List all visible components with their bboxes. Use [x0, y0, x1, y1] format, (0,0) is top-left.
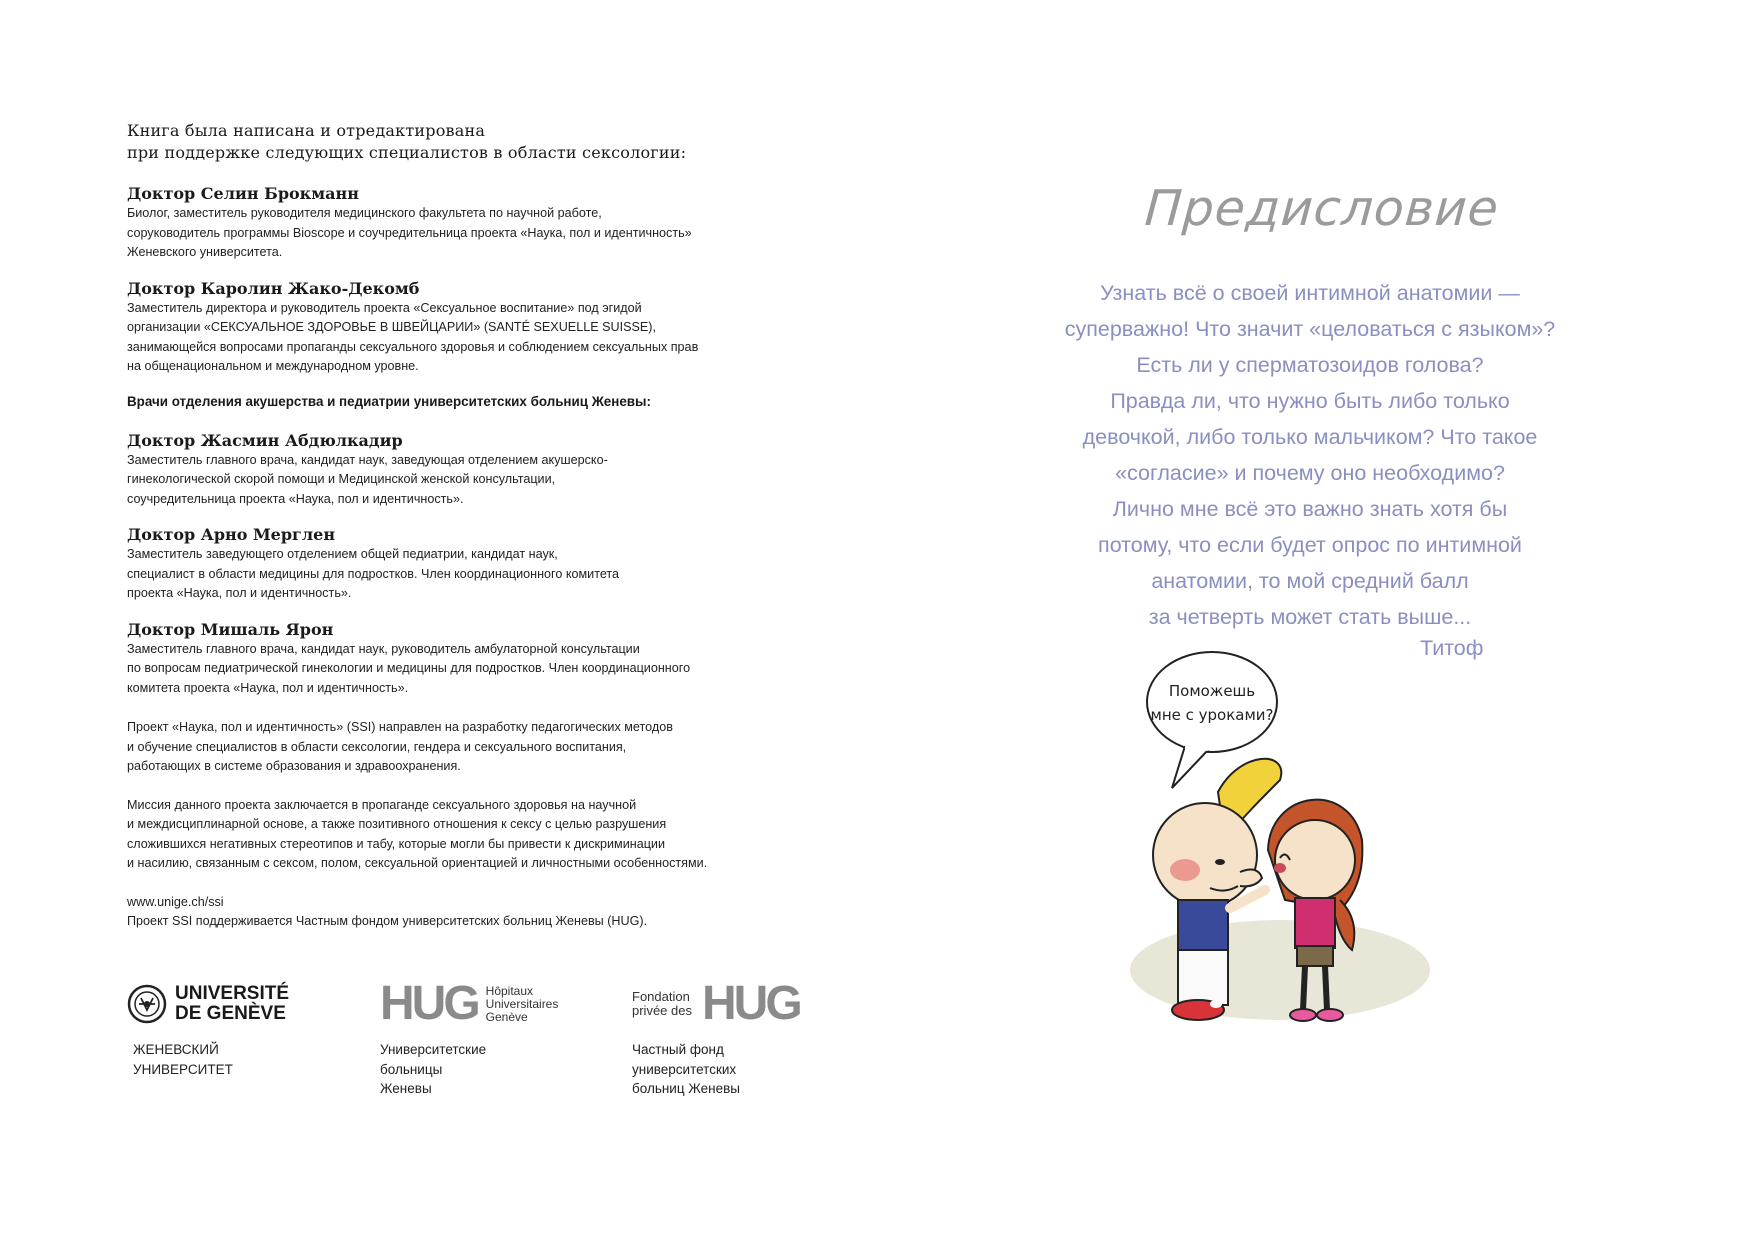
project-url[interactable]: www.unige.ch/ssi	[127, 894, 224, 909]
specialist-description: Заместитель директора и руководитель проекта «Сексуальное воспитание» под эгидой организации «СЕКСУАЛЬНОЕ ЗДОРОВЬЕ В ШВЕЙЦАРИИ» (SANTÉ SEXUELLE SUISSE), занимающейся вопросами пропаганды сексуального здоровья и соблюдением сексуальных прав на общенациональном и международном уровне.	[127, 300, 699, 373]
fondation-caption: Частный фонд университетских больниц Женевы	[632, 1042, 740, 1096]
speech-line-1: Поможешь	[1168, 682, 1256, 700]
foreword-signature: Титоф	[1420, 636, 1484, 660]
doctor-description: Заместитель заведующего отделением общей педиатрии, кандидат наук, специалист в области медицины для подростков. Член координационного комитета проекта «Наука, пол и идентичность».	[127, 547, 620, 600]
specialist-name: Доктор Селин Брокманн	[127, 184, 359, 203]
project-paragraph: Проект «Наука, пол и идентичность» (SSI) направлен на разработку педагогических методов и обучение специалистов в области сексологии, гендера и сексуального воспитания, работающих в системе образования и здравоохранения.	[127, 720, 673, 773]
cartoon-illustration	[1090, 650, 1450, 1070]
doctor-description: Заместитель главного врача, кандидат наук, руководитель амбулаторной консультации по вопросам педиатрической гинекологии и медицины для подростков. Член координационного комитета проекта «Наука, пол и идентичность».	[127, 641, 691, 695]
doctor-name: Доктор Мишаль Ярон	[127, 619, 334, 639]
specialist-name: Доктор Каролин Жако-Декомб	[127, 278, 420, 298]
hug-mark: HUG	[380, 977, 478, 1030]
specialist-block	[127, 279, 817, 377]
foreword-title: Предисловие	[1143, 180, 1501, 237]
hug-logo-block	[380, 978, 558, 1099]
foreword-text: Узнать всё о своей интимной анатомии — суперважно! Что значит «целоваться с языком»? Есть ли у сперматозоидов голова? Правда ли, что нужно быть либо только девочкой, либо только мальчиком? Что такое «согласие» и почему оно необходимо? Лично мне всё это важно знать хотя бы потому, что если будет опрос по интимной анатомии, то мой средний балл за четверть может стать выше...	[1064, 281, 1556, 629]
doctor-description: Заместитель главного врача, кандидат наук, заведующая отделением акушерско- гинекологической скорой помощи и Медицинской женской консультации, соучредительница проекта «Наука, пол и идентичность».	[127, 452, 608, 506]
specialist-description: Биолог, заместитель руководителя медицинского факультета по научной работе, соруководитель программы Bioscope и соучредительница проекта «Наука, пол и идентичность» Женевского университета.	[127, 206, 692, 259]
unige-seal-icon	[127, 984, 167, 1024]
fondation-hug-mark: HUG	[701, 977, 800, 1030]
credits-column	[127, 120, 817, 951]
doctor-block	[127, 620, 817, 699]
fondation-logo-block	[632, 978, 800, 1099]
doctor-block	[127, 431, 817, 510]
unige-caption: ЖЕНЕВСКИЙ УНИВЕРСИТЕТ	[133, 1042, 233, 1077]
doctor-block	[127, 525, 817, 604]
unige-logo: UNIVERSITÉ DE GENÈVE	[127, 978, 289, 1030]
fondation-logo: Fondation privée des HUG	[632, 977, 800, 1030]
unige-logo-block	[127, 978, 289, 1079]
speech-line-2: мне с уроками?	[1150, 706, 1274, 724]
intro-text: Книга была написана и отредактирована при поддержке следующих специалистов в области сексологии:	[127, 121, 687, 162]
doctor-name: Доктор Жасмин Абдюлкадир	[127, 430, 403, 450]
project-links	[127, 893, 817, 932]
specialist-block	[127, 184, 817, 263]
doctor-name: Доктор Арно Мерглен	[127, 525, 336, 544]
hug-caption: Университетские больницы Женевы	[380, 1042, 487, 1096]
section-heading: Врачи отделения акушерства и педиатрии университетских больниц Женевы:	[127, 393, 651, 409]
support-text: Проект SSI поддерживается Частным фондом университетских больниц Женевы (HUG).	[127, 914, 648, 928]
partner-logos	[127, 978, 827, 1118]
hug-logo: HUG Hôpitaux Universitaires Genève	[380, 977, 559, 1030]
mission-paragraph: Миссия данного проекта заключается в пропаганде сексуального здоровья на научной и междисциплинарной основе, а также позитивного отношения к сексу с целью разрушения сложившихся негативных стереотипов и табу, которые могли бы привести к дискриминации и насилию, связанным с сексом, полом, сексуальной ориентацией и личностными особенностями.	[127, 797, 708, 870]
